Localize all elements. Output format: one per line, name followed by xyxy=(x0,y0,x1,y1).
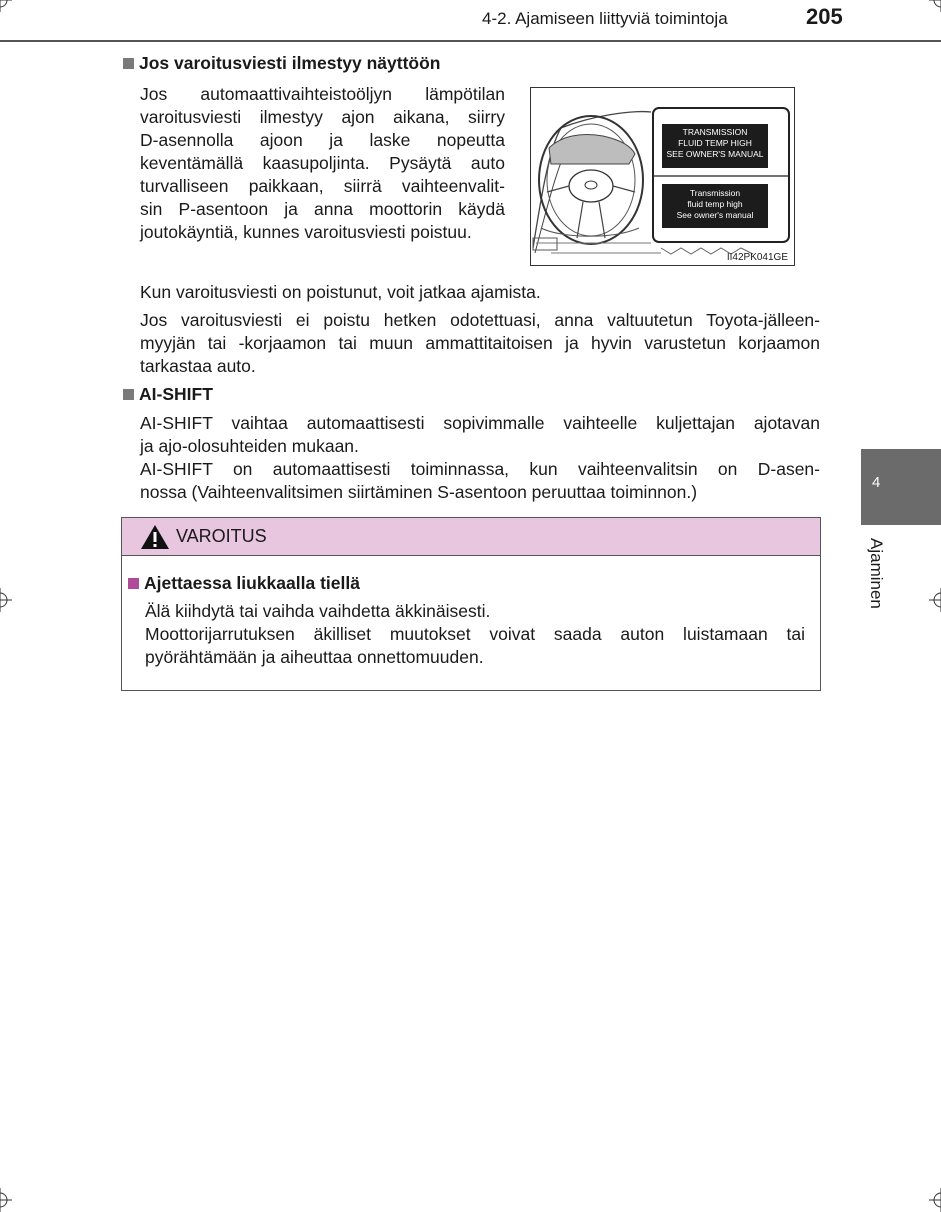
text-line: joutokäyntiä, kunnes varoitusviesti poistuu. xyxy=(140,222,472,242)
heading-text: Ajettaessa liukkaalla tiellä xyxy=(144,573,360,593)
registration-mark-icon xyxy=(0,588,12,612)
ai-shift-paragraph-2 xyxy=(140,458,820,504)
intro-paragraph xyxy=(140,83,505,244)
heading-text: AI-SHIFT xyxy=(139,384,213,404)
steering-wheel-illustration xyxy=(531,88,795,266)
text-line: myyjän tai -korjaamon tai muun ammattitaitoisen ja hyvin varustetun korjaamon xyxy=(140,333,820,353)
warning-title: VAROITUS xyxy=(176,526,267,546)
square-bullet-icon xyxy=(128,578,139,589)
text-line: turvalliseen paikkaan, siirrä vaihteenvalit- xyxy=(140,176,505,196)
ai-shift-paragraph-1 xyxy=(140,412,820,458)
figure-code: II42PK041GE xyxy=(726,252,788,263)
message-line: Transmission xyxy=(689,188,741,198)
message-line: See owner's manual xyxy=(676,210,754,220)
heading-text: Jos varoitusviesti ilmestyy näyttöön xyxy=(139,53,441,73)
text-line: nossa (Vaihteenvalitsimen siirtäminen S-asentoon peruuttaa toiminnon.) xyxy=(140,482,698,502)
text-line: ja ajo-olosuhteiden mukaan. xyxy=(140,436,359,456)
paragraph-continue: Kun varoitusviesti on poistunut, voit jatkaa ajamista. xyxy=(140,282,541,302)
message-lower-display xyxy=(662,184,768,228)
warning-subheading xyxy=(128,573,360,594)
square-bullet-icon xyxy=(123,58,134,69)
message-line: TRANSMISSION xyxy=(682,127,748,137)
section-heading-ai-shift xyxy=(123,384,213,405)
header-divider xyxy=(0,40,941,42)
chapter-number: 4 xyxy=(872,474,881,491)
section-title: 4-2. Ajamiseen liittyviä toimintoja xyxy=(482,9,728,28)
warning-box xyxy=(121,517,821,691)
chapter-label: Ajaminen xyxy=(867,538,886,609)
text-line: keventämällä kaasupoljinta. Pysäytä auto xyxy=(140,153,505,173)
registration-mark-icon xyxy=(929,588,941,612)
text-line: D-asennolla ajoon ja laske nopeutta xyxy=(140,130,505,150)
text-line: pyörähtämään ja aiheuttaa onnettomuuden. xyxy=(145,647,484,667)
text-line: Jos automaattivaihteistoöljyn lämpötilan xyxy=(140,84,505,104)
warning-triangle-icon xyxy=(140,524,170,550)
paragraph-dealer xyxy=(140,309,820,378)
warning-header xyxy=(122,518,820,556)
text-line: Moottorijarrutuksen äkilliset muutokset voivat saada auton luistamaan tai xyxy=(145,624,805,644)
text-line: AI-SHIFT vaihtaa automaattisesti sopivimmalle vaihteelle kuljettajan ajotavan xyxy=(140,413,820,433)
text-line: tarkastaa auto. xyxy=(140,356,256,376)
text-line: sin P-asentoon ja anna moottorin käydä xyxy=(140,199,505,219)
square-bullet-icon xyxy=(123,389,134,400)
message-line: FLUID TEMP HIGH xyxy=(678,138,752,148)
page-number: 205 xyxy=(806,4,843,29)
message-line: SEE OWNER'S MANUAL xyxy=(666,149,764,159)
section-heading-warning-message xyxy=(123,53,441,74)
text-line: AI-SHIFT on automaattisesti toiminnassa, kun vaihteenvalitsin on D-asen- xyxy=(140,459,820,479)
registration-mark-icon xyxy=(0,1188,12,1212)
text-line: Älä kiihdytä tai vaihda vaihdetta äkkinäisesti. xyxy=(145,601,491,621)
registration-mark-icon xyxy=(929,0,941,12)
message-line: fluid temp high xyxy=(687,199,743,209)
text-line: varoitusviesti ilmestyy ajon aikana, siirry xyxy=(140,107,505,127)
registration-mark-icon xyxy=(929,1188,941,1212)
message-upper-display xyxy=(662,124,768,168)
text-line: Jos varoitusviesti ei poistu hetken odotettuasi, anna valtuutetun Toyota-jälleen- xyxy=(140,310,820,330)
warning-text xyxy=(145,600,805,669)
dashboard-figure xyxy=(530,87,795,266)
registration-mark-icon xyxy=(0,0,12,12)
